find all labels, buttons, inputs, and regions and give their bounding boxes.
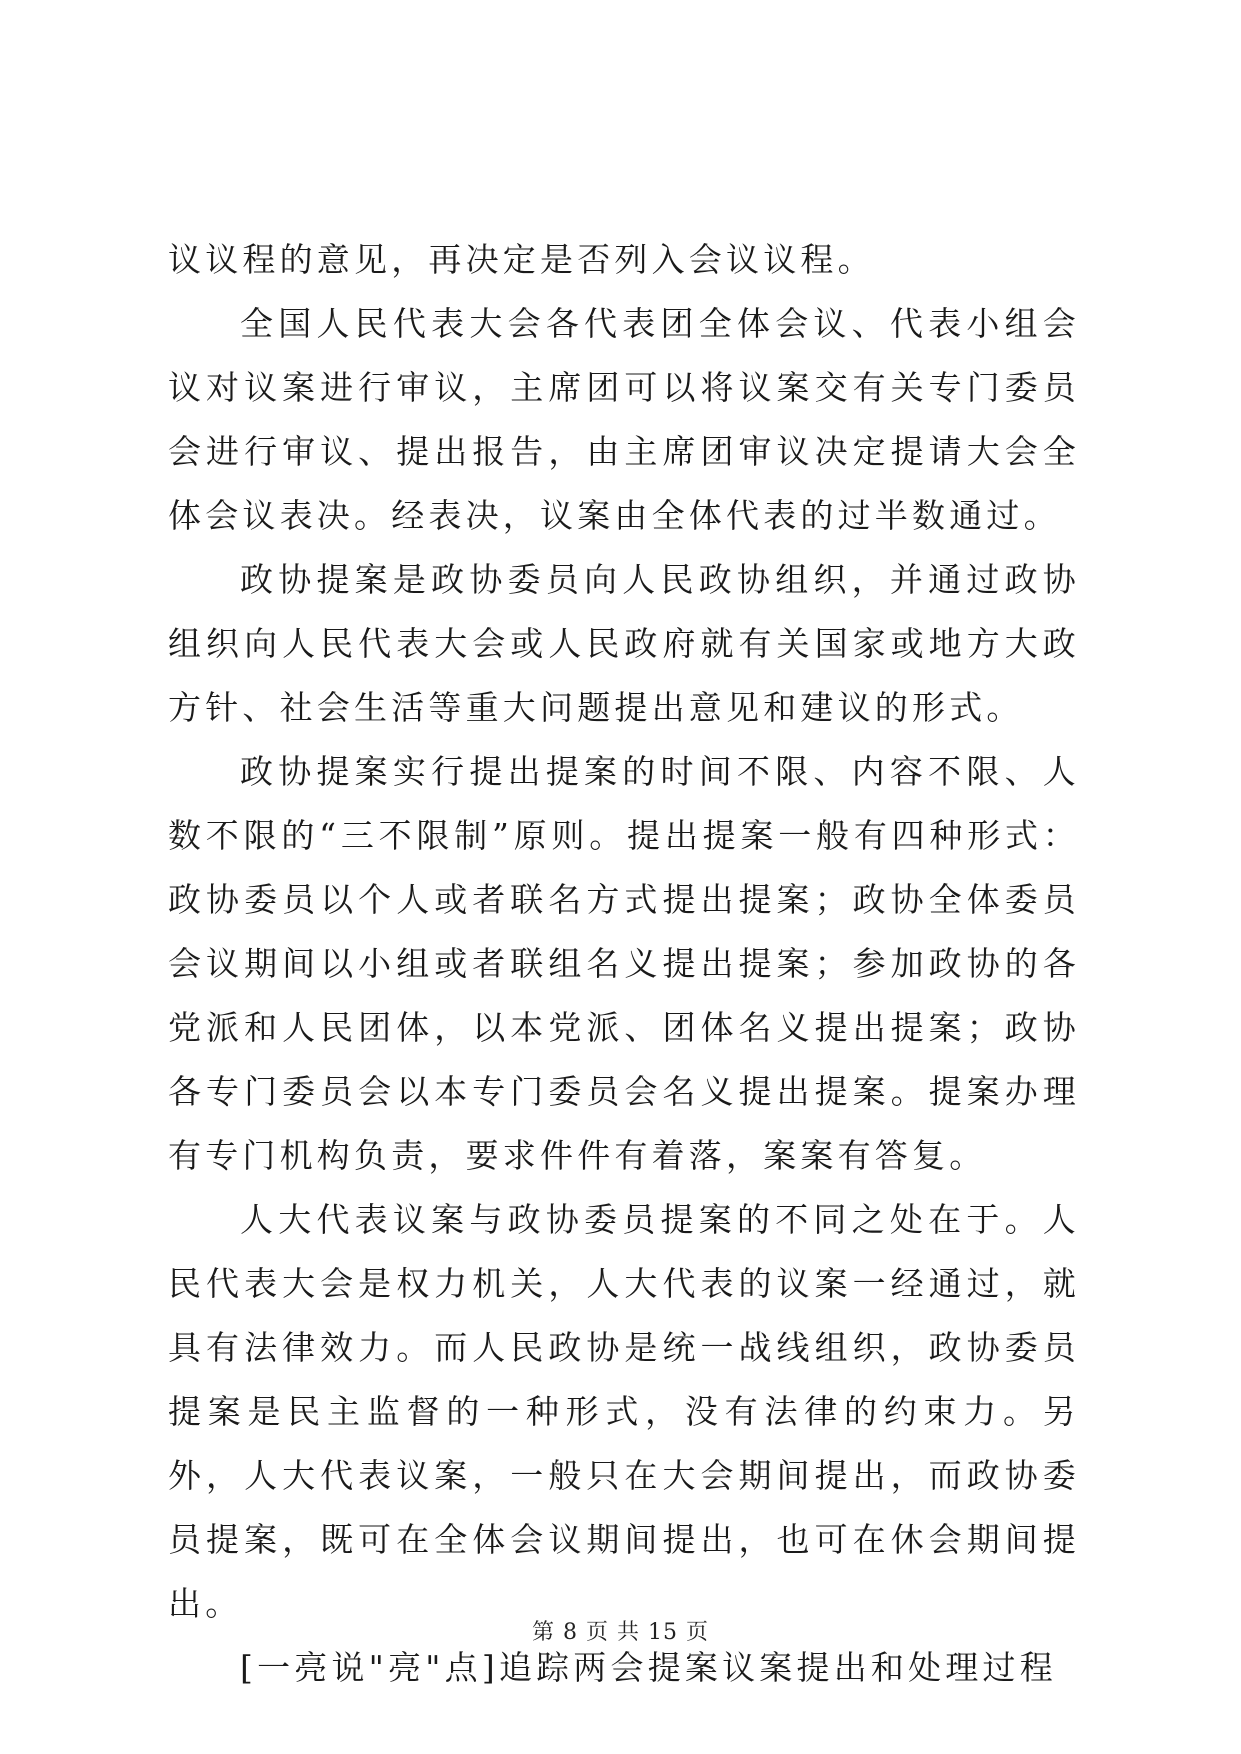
paragraph-npc-review: 全国人民代表大会各代表团全体会议、代表小组会议对议案进行审议，主席团可以将议案交有关专门委员会进行审议、提出报告，由主席团审议决定提请大会全体会议表决。经表决，议案由全体代表的过半数通过。 bbox=[168, 304, 1080, 535]
page-number-footer: 第 8 页 共 15 页 bbox=[532, 1620, 709, 1645]
paragraph-continuation: 议议程的意见，再决定是否列入会议议程。 bbox=[168, 240, 875, 279]
paragraph-section-heading: [一亮说"亮"点]追踪两会提案议案提出和处理过程 bbox=[240, 1648, 1057, 1687]
paragraph-differences: 人大代表议案与政协委员提案的不同之处在于。人民代表大会是权力机关，人大代表的议案一经通过，就具有法律效力。而人民政协是统一战线组织，政协委员提案是民主监督的一种形式，没有法律的约束力。另外，人大代表议案，一般只在大会期间提出，而政协委员提案，既可在全体会议期间提出，也可在休会期间提出。 bbox=[168, 1200, 1080, 1623]
paragraph-three-no-limits: 政协提案实行提出提案的时间不限、内容不限、人数不限的“三不限制”原则。提出提案一般有四种形式：政协委员以个人或者联名方式提出提案；政协全体委员会议期间以小组或者联组名义提出提案；参加政协的各党派和人民团体，以本党派、团体名义提出提案；政协各专门委员会以本专门委员会名义提出提案。提案办理有专门机构负责，要求件件有着落，案案有答复。 bbox=[168, 752, 1080, 1175]
document-body bbox=[168, 228, 1080, 1700]
paragraph-cppcc-proposal-definition: 政协提案是政协委员向人民政协组织，并通过政协组织向人民代表大会或人民政府就有关国家或地方大政方针、社会生活等重大问题提出意见和建议的形式。 bbox=[168, 560, 1080, 727]
